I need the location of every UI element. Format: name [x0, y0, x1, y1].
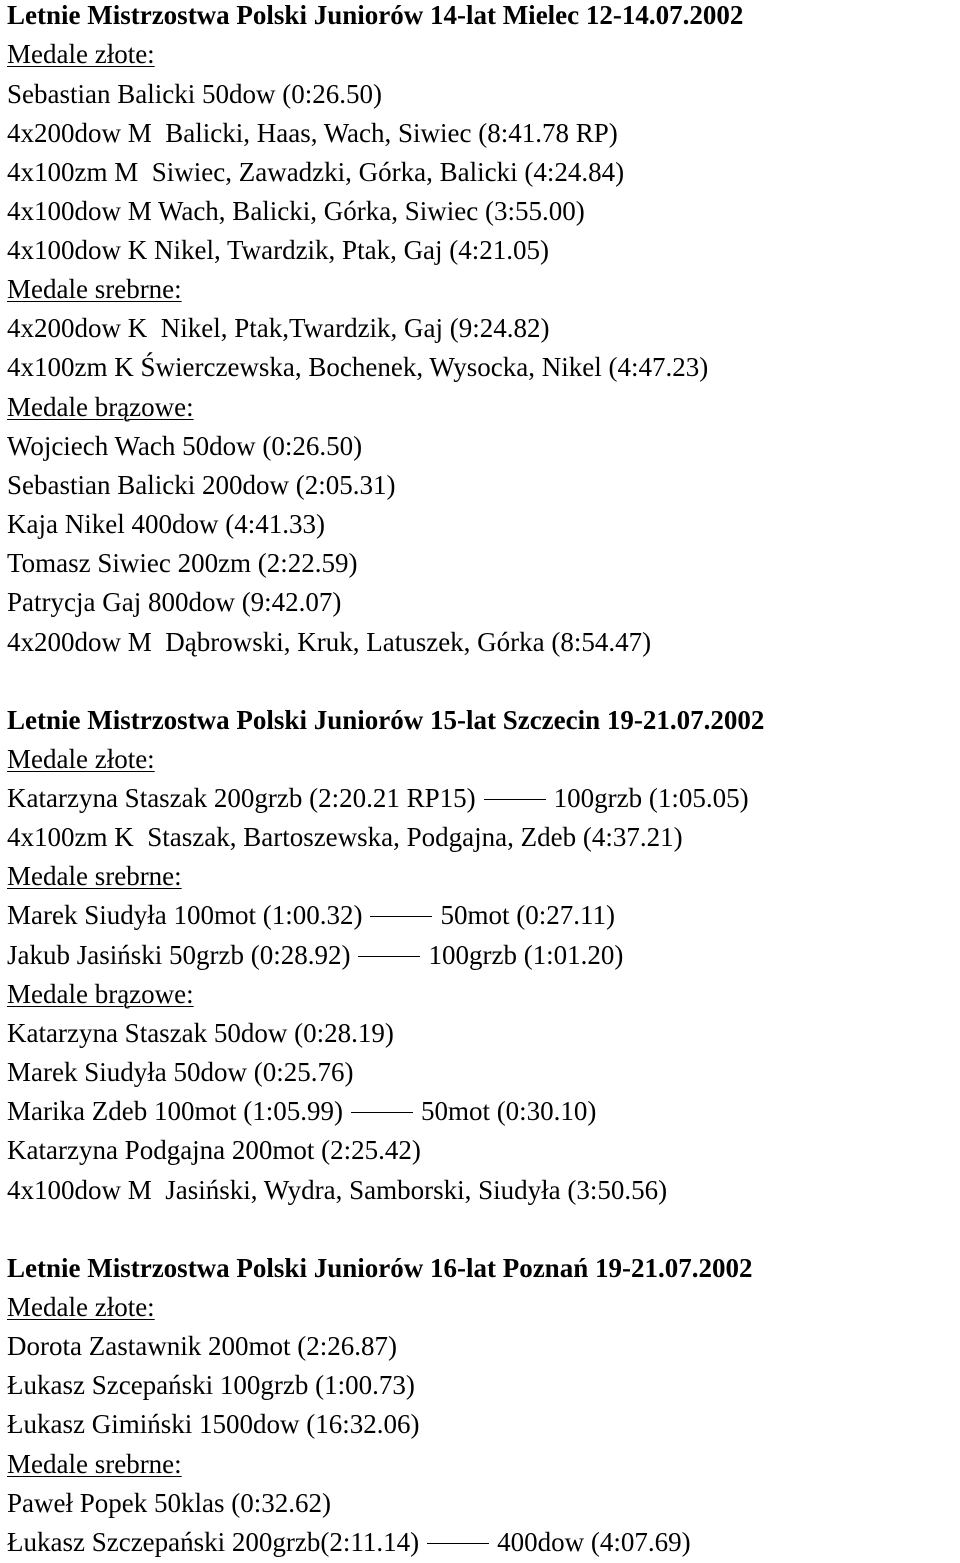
dash-separator [427, 1543, 489, 1544]
result-part: 100grzb (1:01.20) [428, 940, 624, 970]
result-line [7, 1527, 691, 1558]
result-line: Łukasz Szcepański 100grzb (1:00.73) [7, 1370, 415, 1400]
result-line: 4x200dow K Nikel, Ptak,Twardzik, Gaj (9:24.82) [7, 313, 550, 343]
result-line: Katarzyna Podgajna 200mot (2:25.42) [7, 1135, 421, 1165]
result-line: Kaja Nikel 400dow (4:41.33) [7, 509, 325, 539]
section-title: Letnie Mistrzostwa Polski Juniorów 16-lat Poznań 19-21.07.2002 [7, 1253, 753, 1283]
result-line: Sebastian Balicki 50dow (0:26.50) [7, 79, 382, 109]
result-line: Marek Siudyła 50dow (0:25.76) [7, 1057, 354, 1087]
result-part: Marek Siudyła 100mot (1:00.32) [7, 900, 363, 930]
result-line: Patrycja Gaj 800dow (9:42.07) [7, 587, 342, 617]
medal-label-gold: Medale złote: [7, 1292, 155, 1322]
result-part: Jakub Jasiński 50grzb (0:28.92) [7, 940, 351, 970]
result-line: 4x100zm K Świerczewska, Bochenek, Wysocka, Nikel (4:47.23) [7, 352, 709, 382]
result-line: Łukasz Gimiński 1500dow (16:32.06) [7, 1409, 420, 1439]
result-line: Katarzyna Staszak 50dow (0:28.19) [7, 1018, 394, 1048]
result-part: 100grzb (1:05.05) [553, 783, 749, 813]
result-line [7, 900, 615, 931]
medal-label-silver: Medale srebrne: [7, 861, 182, 891]
result-line: Sebastian Balicki 200dow (2:05.31) [7, 470, 396, 500]
result-part: Katarzyna Staszak 200grzb (2:20.21 RP15) [7, 783, 476, 813]
result-line: Dorota Zastawnik 200mot (2:26.87) [7, 1331, 397, 1361]
medal-label-bronze: Medale brązowe: [7, 979, 194, 1009]
result-line: Wojciech Wach 50dow (0:26.50) [7, 431, 363, 461]
medal-label-silver: Medale srebrne: [7, 1449, 182, 1479]
result-line: Tomasz Siwiec 200zm (2:22.59) [7, 548, 358, 578]
section-title: Letnie Mistrzostwa Polski Juniorów 14-lat Mielec 12-14.07.2002 [7, 0, 744, 30]
result-part: 50mot (0:30.10) [420, 1096, 597, 1126]
result-line: Paweł Popek 50klas (0:32.62) [7, 1488, 331, 1518]
result-line: 4x200dow M Dąbrowski, Kruk, Latuszek, Górka (8:54.47) [7, 627, 652, 657]
result-line [7, 940, 623, 971]
dash-separator [484, 799, 546, 800]
dash-separator [351, 1112, 413, 1113]
result-part: 50mot (0:27.11) [440, 900, 615, 930]
medal-label-gold: Medale złote: [7, 744, 155, 774]
medal-label-gold: Medale złote: [7, 39, 155, 69]
result-part: Łukasz Szczepański 200grzb(2:11.14) [7, 1527, 420, 1557]
result-part: 400dow (4:07.69) [497, 1527, 691, 1557]
medal-label-silver: Medale srebrne: [7, 274, 182, 304]
result-line: 4x100dow M Wach, Balicki, Górka, Siwiec (3:55.00) [7, 196, 585, 226]
section-title: Letnie Mistrzostwa Polski Juniorów 15-lat Szczecin 19-21.07.2002 [7, 705, 765, 735]
medal-label-bronze: Medale brązowe: [7, 392, 194, 422]
result-line: 4x100zm K Staszak, Bartoszewska, Podgajna, Zdeb (4:37.21) [7, 822, 683, 852]
dash-separator [370, 916, 432, 917]
result-line [7, 1096, 596, 1127]
result-line: 4x100dow K Nikel, Twardzik, Ptak, Gaj (4:21.05) [7, 235, 550, 265]
result-line: 4x100dow M Jasiński, Wydra, Samborski, Siudyła (3:50.56) [7, 1175, 668, 1205]
result-line: 4x100zm M Siwiec, Zawadzki, Górka, Balicki (4:24.84) [7, 157, 625, 187]
result-part: Marika Zdeb 100mot (1:05.99) [7, 1096, 343, 1126]
result-line: 4x200dow M Balicki, Haas, Wach, Siwiec (8:41.78 RP) [7, 118, 618, 148]
dash-separator [358, 956, 420, 957]
result-line [7, 783, 749, 814]
